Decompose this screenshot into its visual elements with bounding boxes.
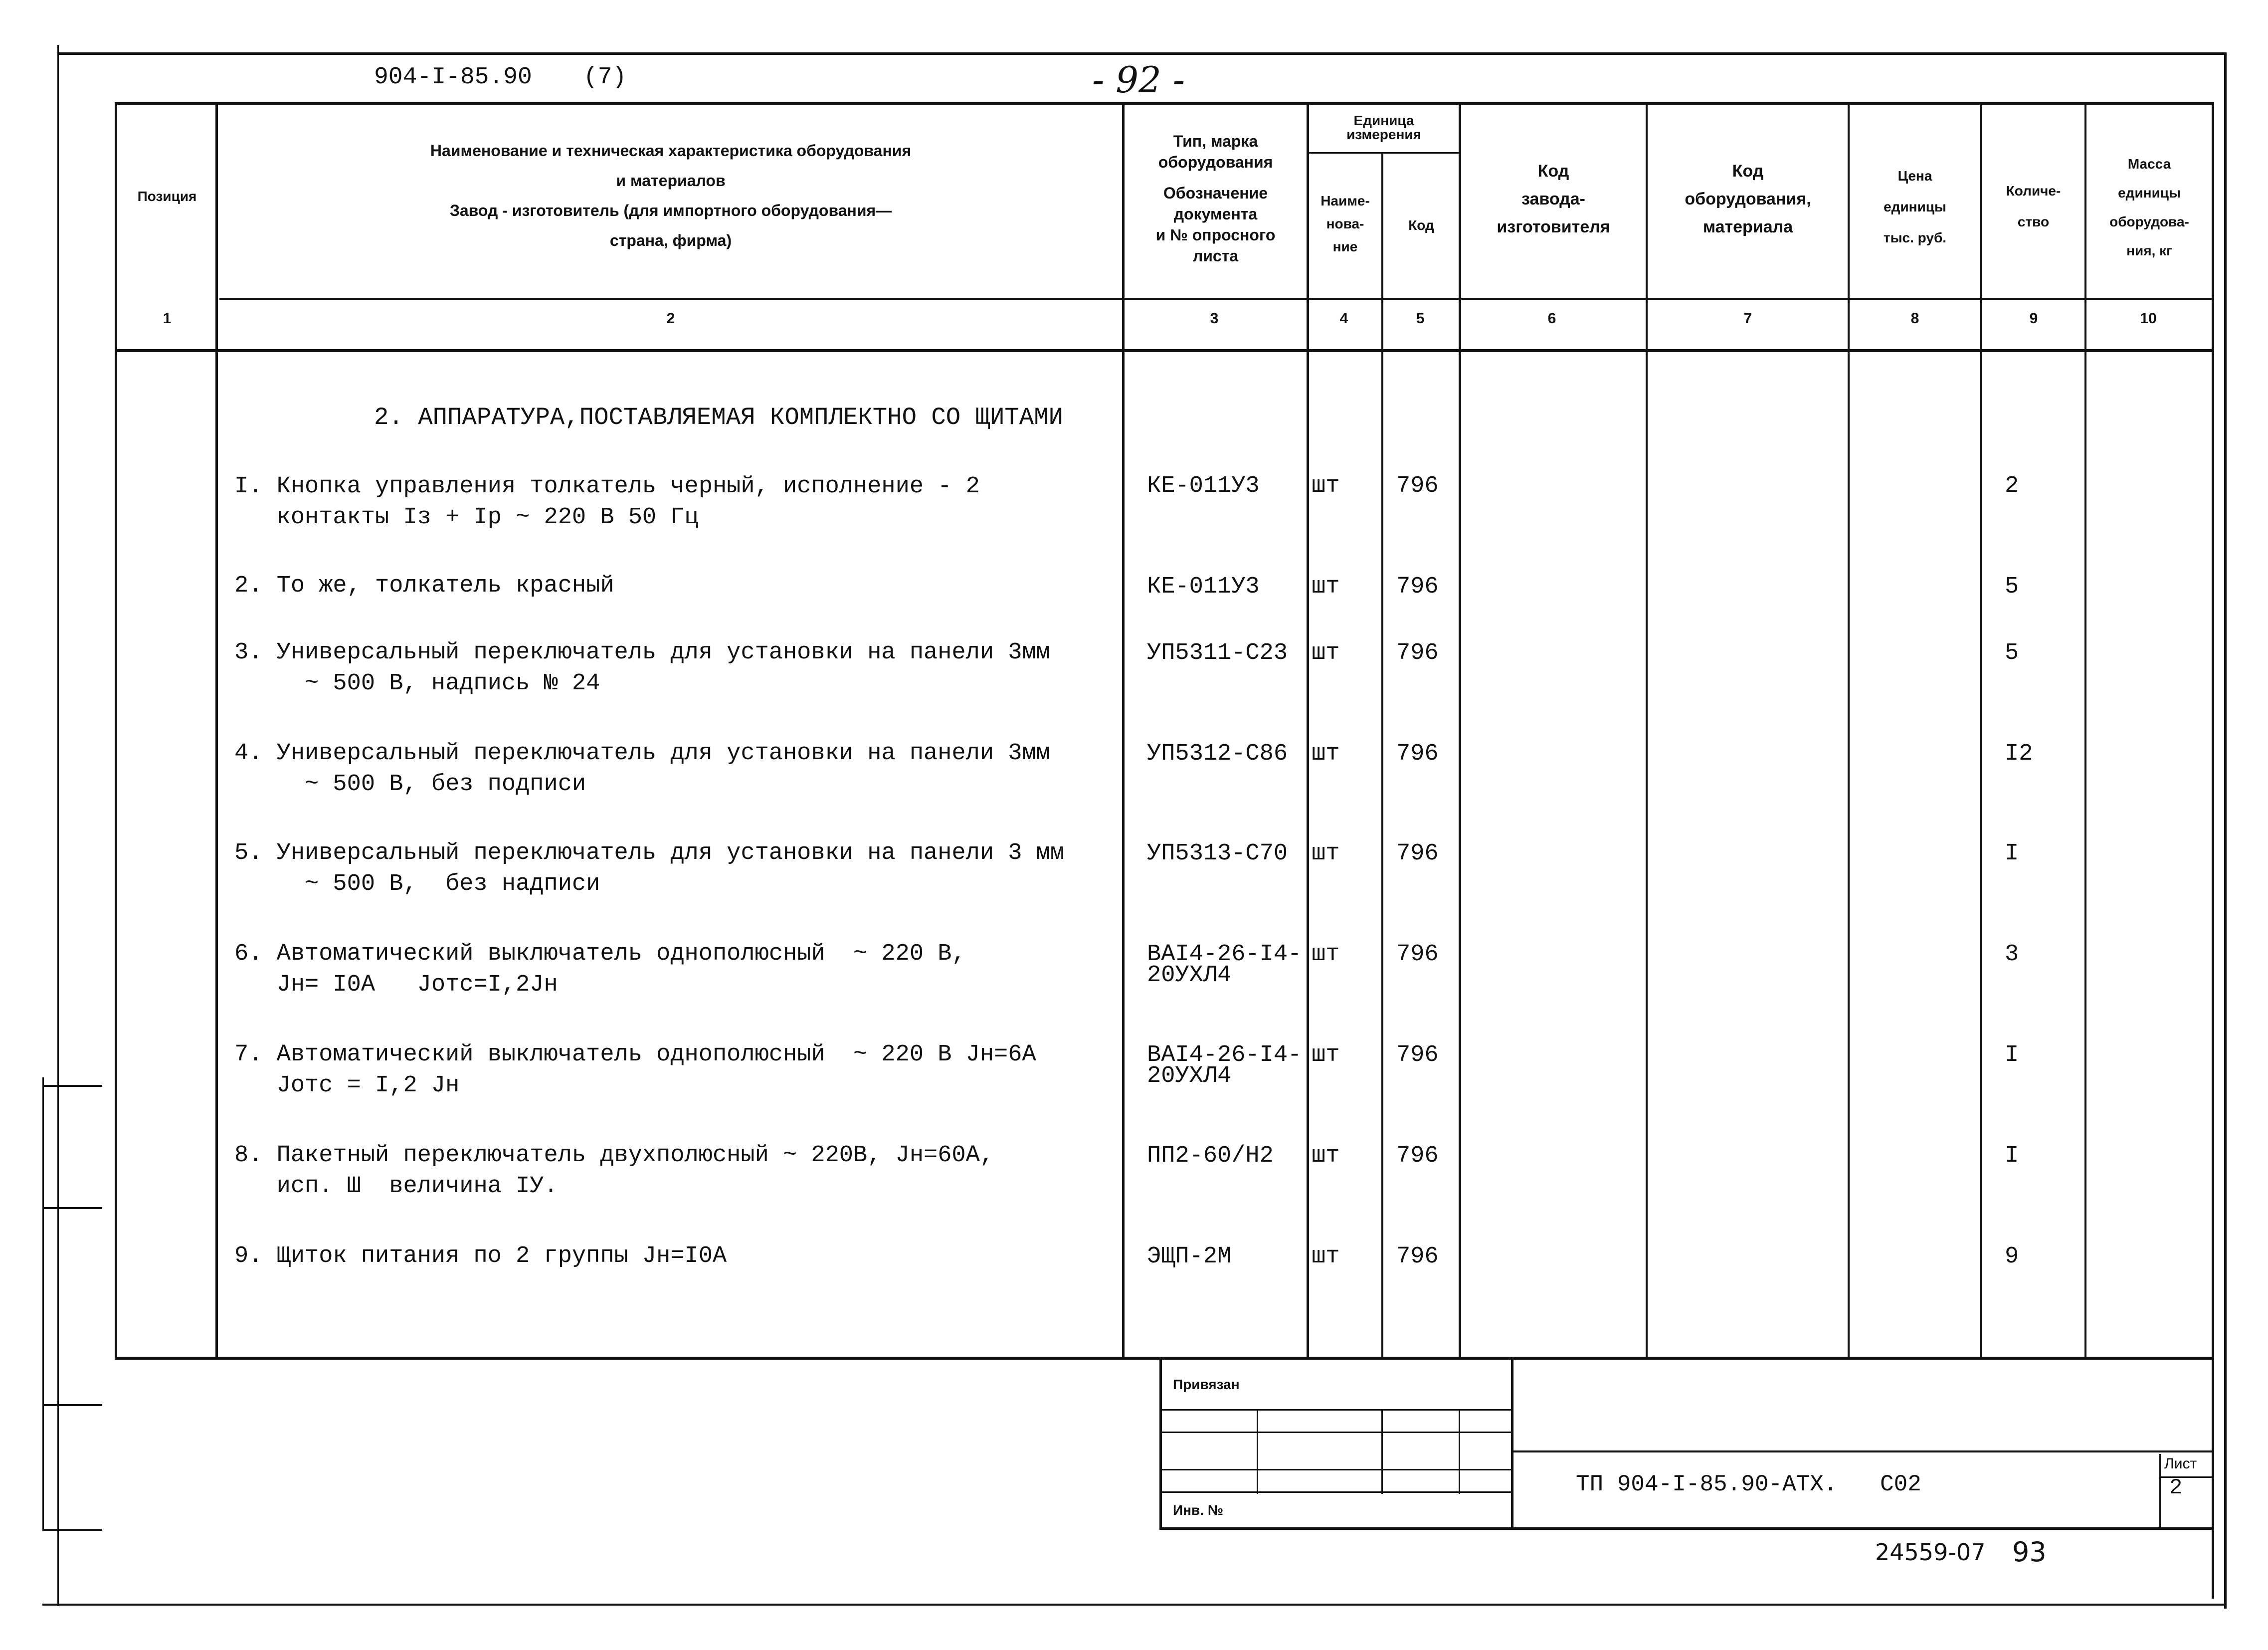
col-line-6 bbox=[1646, 102, 1648, 1359]
stamp-sheet-number: 2 bbox=[2169, 1475, 2183, 1500]
stamp-divider-right bbox=[1511, 1359, 1513, 1529]
header-unit-name bbox=[1309, 190, 1381, 258]
row-name-line1: 7. Автоматический выключатель однополюсный ~ 220 В Jн=6А bbox=[234, 1041, 1036, 1068]
row-qty: 5 bbox=[2005, 574, 2019, 600]
row-name-line2: ~ 500 В, без надписи bbox=[234, 871, 600, 897]
header-unit-code: Код bbox=[1408, 217, 1434, 233]
header-unit-top1: Единица bbox=[1353, 113, 1414, 128]
row-code: 796 bbox=[1396, 941, 1439, 968]
stamp-grid-v2 bbox=[1381, 1409, 1383, 1494]
col-line-5 bbox=[1459, 102, 1461, 1359]
col-line-1 bbox=[215, 102, 218, 1359]
header-price bbox=[1850, 161, 1980, 253]
row-qty: I2 bbox=[2005, 741, 2033, 767]
frame-bottom-line bbox=[42, 1604, 2227, 1606]
row-type-line2: 20УХЛ4 bbox=[1147, 962, 1232, 989]
row-code: 796 bbox=[1396, 473, 1439, 499]
row-unit: шт bbox=[1312, 941, 1340, 968]
header-equipment-line2: оборудования, bbox=[1685, 190, 1811, 208]
stamp-inv-label: Инв. № bbox=[1173, 1502, 1224, 1518]
row-name-line1: 6. Автоматический выключатель однополюсный ~ 220 В, bbox=[234, 941, 966, 967]
row-type: ЭЩП-2М bbox=[1147, 1243, 1232, 1270]
body-bottom-line bbox=[115, 1357, 2214, 1360]
row-type: УП5311-С23 bbox=[1147, 640, 1288, 666]
header-price-line2: единицы bbox=[1884, 199, 1946, 214]
header-quantity-line1: Количе- bbox=[2006, 183, 2061, 199]
header-unit-group bbox=[1309, 114, 1459, 142]
header-name-line1: Наименование и техническая характеристика оборудования bbox=[430, 142, 912, 160]
row-name-line1: 8. Пакетный переключатель двухполюсный ~ 220В, Jн=60А, bbox=[234, 1142, 994, 1169]
row-unit: шт bbox=[1312, 1143, 1340, 1169]
row-name-line2: исп. Ш величина IУ. bbox=[234, 1173, 558, 1200]
row-name-line1: I. Кнопка управления толкатель черный, исполнение - 2 bbox=[234, 473, 980, 500]
stamp-designation: ТП 904-I-85.90-АТХ. bbox=[1576, 1471, 1838, 1497]
stamp-privyazan-label: Привязан bbox=[1173, 1377, 1240, 1392]
stamp-sheet-box-line bbox=[2159, 1476, 2214, 1478]
table-left-line bbox=[115, 102, 117, 1359]
header-factory-line3: изготовителя bbox=[1497, 217, 1610, 236]
header-name-line3: Завод - изготовитель (для импортного оборудования— bbox=[449, 202, 892, 219]
col-line-4 bbox=[1381, 152, 1383, 1359]
col-line-2 bbox=[1122, 102, 1125, 1359]
header-factory-line2: завода- bbox=[1521, 190, 1585, 208]
header-type-line5: и № опросного bbox=[1155, 226, 1276, 244]
header-mass-line3: оборудова- bbox=[2109, 214, 2189, 229]
row-code: 796 bbox=[1396, 1042, 1439, 1068]
header-type-col bbox=[1125, 131, 1307, 266]
row-code: 796 bbox=[1396, 640, 1439, 666]
page-number: - 92 - bbox=[1092, 59, 1185, 101]
header-mass-line4: ния, кг bbox=[2126, 243, 2172, 258]
row-name-line1: 2. То же, толкатель красный bbox=[234, 573, 614, 599]
row-type: КЕ-011У3 bbox=[1147, 473, 1260, 499]
frame-left-outer bbox=[42, 1077, 44, 1531]
stamp-grid-v3 bbox=[1459, 1409, 1460, 1494]
row-code: 796 bbox=[1396, 741, 1439, 767]
stamp-title-line bbox=[1511, 1450, 2214, 1452]
header-mass bbox=[2087, 150, 2212, 265]
row-type: ПП2-60/Н2 bbox=[1147, 1143, 1274, 1169]
header-mass-line1: Масса bbox=[2127, 156, 2171, 172]
row-qty: 9 bbox=[2005, 1243, 2019, 1270]
row-type: ВАI4-26-I4- bbox=[1147, 1042, 1302, 1068]
header-price-line1: Цена bbox=[1897, 168, 1932, 184]
stamp-sheet-box-left bbox=[2159, 1454, 2161, 1529]
row-name-line2: ~ 500 В, без подписи bbox=[234, 771, 586, 798]
col-number: 3 bbox=[1210, 310, 1219, 327]
table-top-line bbox=[115, 102, 2214, 105]
row-qty: 2 bbox=[2005, 473, 2019, 499]
header-unit-name-line2: нова- bbox=[1326, 216, 1364, 231]
frame-right-line bbox=[2224, 52, 2227, 1609]
table-right-line bbox=[2212, 102, 2214, 1599]
unit-group-line bbox=[1307, 152, 1459, 154]
row-name-line1: 3. Универсальный переключатель для установки на панели 3мм bbox=[234, 639, 1050, 666]
row-code: 796 bbox=[1396, 1243, 1439, 1270]
row-qty: I bbox=[2005, 1042, 2019, 1068]
row-name-line1: 9. Щиток питания по 2 группы Jн=I0А bbox=[234, 1243, 727, 1269]
header-position: Позиция bbox=[137, 189, 197, 204]
header-quantity bbox=[1982, 176, 2084, 237]
col-number: 8 bbox=[1910, 310, 1919, 327]
row-type: КЕ-011У3 bbox=[1147, 574, 1260, 600]
row-qty: I bbox=[2005, 840, 2019, 867]
col-line-8 bbox=[1980, 102, 1982, 1359]
row-name-line2: Jн= I0A Jотс=I,2Jн bbox=[234, 972, 558, 998]
col-number: 5 bbox=[1416, 310, 1425, 327]
row-type: УП5313-С70 bbox=[1147, 840, 1288, 867]
row-qty: 3 bbox=[2005, 941, 2019, 968]
header-type-line6: листа bbox=[1192, 247, 1239, 265]
stamp-bottom-line bbox=[1159, 1527, 2214, 1530]
header-mass-line2: единицы bbox=[2118, 185, 2181, 201]
frame-left-line bbox=[57, 45, 59, 1606]
header-name-line2: и материалов bbox=[616, 172, 726, 190]
header-type-line4: документа bbox=[1173, 205, 1258, 223]
header-bottom-line bbox=[117, 349, 2212, 352]
row-code: 796 bbox=[1396, 574, 1439, 600]
stamp-code: С02 bbox=[1880, 1471, 1921, 1497]
col-number: 7 bbox=[1743, 310, 1752, 327]
bottom-page-number: 93 bbox=[2012, 1536, 2047, 1568]
col-number: 2 bbox=[666, 310, 675, 327]
header-type-line1: Тип, марка bbox=[1173, 132, 1258, 150]
row-unit: шт bbox=[1312, 473, 1340, 499]
header-factory-code bbox=[1461, 157, 1646, 241]
col-line-3 bbox=[1307, 102, 1309, 1359]
header-quantity-line2: ство bbox=[2017, 214, 2050, 229]
header-sep-line bbox=[219, 298, 2212, 300]
header-unit-top2: измерения bbox=[1346, 127, 1421, 142]
stamp-grid-v1 bbox=[1257, 1409, 1258, 1494]
row-name-line1: 5. Универсальный переключатель для установки на панели 3 мм bbox=[234, 840, 1065, 866]
stamp-sheet-label: Лист bbox=[2164, 1455, 2197, 1472]
header-price-line3: тыс. руб. bbox=[1883, 230, 1947, 245]
header-factory-line1: Код bbox=[1537, 162, 1569, 181]
row-qty: 5 bbox=[2005, 640, 2019, 666]
margin-tick-4 bbox=[42, 1529, 102, 1531]
row-name-line1: 4. Универсальный переключатель для установки на панели 3мм bbox=[234, 740, 1050, 767]
col-line-9 bbox=[2084, 102, 2086, 1359]
header-name-col bbox=[219, 136, 1122, 255]
header-name-line4: страна, фирма) bbox=[609, 231, 732, 249]
col-line-7 bbox=[1848, 102, 1850, 1359]
document-code: 904-I-85.90 bbox=[374, 64, 532, 91]
header-unit-name-line3: ние bbox=[1332, 239, 1358, 254]
stamp-divider-vertical bbox=[1159, 1359, 1162, 1529]
section-title: 2. АППАРАТУРА,ПОСТАВЛЯЕМАЯ КОМПЛЕКТНО СО ЩИТАМИ bbox=[374, 404, 1064, 431]
header-equipment-line3: материала bbox=[1702, 217, 1793, 236]
margin-tick-2 bbox=[42, 1207, 102, 1209]
row-name-line2: контакты Iз + Iр ~ 220 В 50 Гц bbox=[234, 504, 699, 531]
row-qty: I bbox=[2005, 1143, 2019, 1169]
col-number: 4 bbox=[1339, 310, 1348, 327]
margin-tick-1 bbox=[42, 1085, 102, 1087]
header-equipment-code bbox=[1648, 157, 1848, 241]
header-type-line3: Обозначение bbox=[1163, 184, 1268, 202]
header-equipment-line1: Код bbox=[1732, 162, 1764, 181]
row-code: 796 bbox=[1396, 1143, 1439, 1169]
bottom-registration-number: 24559-07 bbox=[1875, 1539, 1986, 1566]
row-name-line2: ~ 500 В, надпись № 24 bbox=[234, 670, 600, 697]
row-name-line2: Jотс = I,2 Jн bbox=[234, 1072, 460, 1099]
col-number: 9 bbox=[2029, 310, 2038, 327]
header-type-line2: оборудования bbox=[1158, 153, 1273, 171]
row-unit: шт bbox=[1312, 1243, 1340, 1270]
row-code: 796 bbox=[1396, 840, 1439, 867]
row-type: УП5312-С86 bbox=[1147, 741, 1288, 767]
document-sheet: (7) bbox=[583, 64, 627, 91]
header-unit-name-line1: Наиме- bbox=[1321, 193, 1370, 208]
row-unit: шт bbox=[1312, 840, 1340, 867]
row-unit: шт bbox=[1312, 741, 1340, 767]
row-unit: шт bbox=[1312, 1042, 1340, 1068]
margin-tick-3 bbox=[42, 1404, 102, 1406]
col-number: 1 bbox=[163, 310, 172, 327]
row-unit: шт bbox=[1312, 574, 1340, 600]
row-type: ВАI4-26-I4- bbox=[1147, 941, 1302, 968]
col-number: 10 bbox=[2140, 310, 2157, 327]
row-unit: шт bbox=[1312, 640, 1340, 666]
col-number: 6 bbox=[1547, 310, 1556, 327]
row-type-line2: 20УХЛ4 bbox=[1147, 1063, 1232, 1089]
frame-top-line bbox=[57, 52, 2227, 55]
